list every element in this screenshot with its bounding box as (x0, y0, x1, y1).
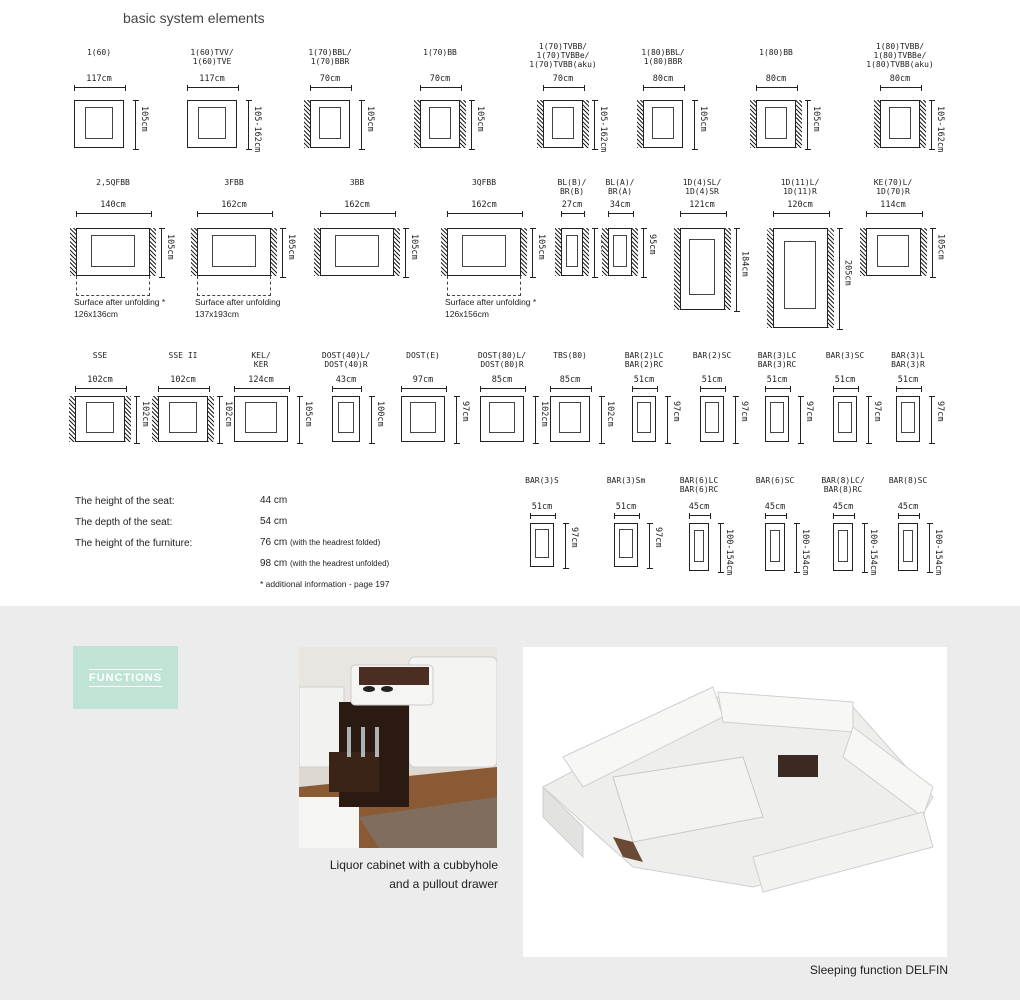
armrest-hatch (637, 100, 643, 148)
width-dimension: 45cm (897, 502, 919, 512)
height-dimension: 105-162cm (252, 106, 262, 153)
width-dimension-line (833, 386, 859, 392)
element-outline (543, 100, 583, 148)
height-dimension: 105cm (935, 234, 946, 260)
width-dimension-line (74, 85, 126, 91)
armrest-hatch (394, 228, 400, 276)
seat-cushion (410, 402, 435, 433)
unfolding-outline (76, 276, 150, 296)
spec-name: The height of the furniture: (75, 538, 193, 549)
functions-badge (73, 646, 178, 709)
element-label: BAR(8)LC/ BAR(8)RC (821, 476, 865, 494)
seat-cushion (770, 530, 781, 562)
element-label: 1(80)BB (759, 48, 793, 57)
unfolding-outline (447, 276, 521, 296)
seat-cushion (694, 530, 705, 562)
width-dimension: 51cm (633, 375, 655, 385)
armrest-hatch (70, 228, 76, 276)
armrest-hatch (304, 100, 310, 148)
sleeping-function-caption: Sleeping function DELFIN (809, 963, 948, 977)
element-outline (158, 396, 208, 442)
element-outline (76, 228, 150, 276)
width-dimension-line (866, 211, 923, 217)
width-dimension-line (401, 386, 447, 392)
element-outline (896, 396, 920, 442)
element-label: 1(70)BBL/ 1(70)BBR (308, 48, 352, 66)
element-label: 2,5QFBB (96, 178, 130, 187)
width-dimension-line (833, 513, 855, 519)
width-dimension-line (480, 386, 526, 392)
element-outline (614, 523, 638, 567)
width-dimension: 27cm (561, 200, 583, 210)
seat-cushion (838, 530, 849, 562)
element-outline (643, 100, 683, 148)
element-outline (332, 396, 360, 442)
height-dimension: 105cm (475, 106, 485, 132)
element-label: SSE II (168, 351, 198, 360)
element-outline (480, 396, 524, 442)
element-label: 1(80)TVBB/ 1(80)TVBBe/ 1(80)TVBB(aku) (866, 42, 934, 69)
sleeping-function-photo (523, 647, 947, 957)
width-dimension-line (420, 85, 462, 91)
height-dimension: 105cm (286, 234, 296, 260)
width-dimension: 51cm (897, 375, 919, 385)
spec-value: 76 cm (with the headrest folded) (260, 537, 381, 548)
seat-cushion (335, 235, 378, 267)
width-dimension-line (689, 513, 711, 519)
armrest-hatch (414, 100, 420, 148)
element-label: 1(70)TVBB/ 1(70)TVBBe/ 1(70)TVBB(aku) (529, 42, 597, 69)
element-outline (756, 100, 796, 148)
seat-cushion (889, 107, 912, 139)
width-dimension: 70cm (429, 74, 451, 84)
seat-cushion (784, 241, 816, 310)
width-dimension: 162cm (471, 200, 497, 210)
seat-cushion (566, 235, 578, 267)
armrest-hatch (632, 228, 638, 276)
armrest-hatch (796, 100, 802, 148)
element-label: 3BB (349, 178, 365, 187)
seat-cushion (619, 529, 632, 558)
element-label: DOST(40)L/ DOST(40)R (321, 351, 371, 369)
height-dimension: 100-154cm (724, 529, 734, 576)
seat-cushion (705, 402, 718, 433)
armrest-hatch (920, 100, 926, 148)
element-outline (680, 228, 725, 310)
width-dimension: 80cm (652, 74, 674, 84)
height-dimension: 97cm (804, 401, 814, 422)
seat-cushion (903, 530, 914, 562)
width-dimension: 117cm (86, 74, 112, 84)
width-dimension-line (765, 386, 791, 392)
additional-note: * additional information - page 197 (260, 579, 390, 589)
width-dimension-line (158, 386, 210, 392)
height-dimension: 97cm (569, 527, 579, 548)
element-label: BAR(6)LC BAR(6)RC (679, 476, 719, 494)
seat-cushion (85, 107, 114, 139)
armrest-hatch (271, 228, 277, 276)
element-label: BAR(3)S (525, 476, 559, 485)
element-outline (447, 228, 521, 276)
element-outline (197, 228, 271, 276)
width-dimension: 51cm (531, 502, 553, 512)
seat-cushion (91, 235, 134, 267)
width-dimension-line (543, 85, 585, 91)
width-dimension: 114cm (880, 200, 906, 210)
width-dimension-line (320, 211, 396, 217)
element-outline (689, 523, 709, 571)
seat-cushion (877, 235, 909, 267)
width-dimension: 43cm (335, 375, 357, 385)
armrest-hatch (602, 228, 608, 276)
width-dimension-line (898, 513, 920, 519)
width-dimension-line (310, 85, 352, 91)
width-dimension-line (332, 386, 362, 392)
element-label: 1D(11)L/ 1D(11)R (780, 178, 820, 196)
unfolding-outline (197, 276, 271, 296)
element-outline (561, 228, 583, 276)
height-dimension: 102cm (140, 401, 150, 427)
width-dimension: 34cm (609, 200, 631, 210)
armrest-hatch (725, 228, 731, 310)
element-label: BAR(3)Sm (606, 476, 646, 485)
height-dimension: 105cm (811, 106, 821, 132)
height-dimension: 100cm (375, 401, 385, 427)
width-dimension: 45cm (688, 502, 710, 512)
width-dimension-line (880, 85, 922, 91)
seat-cushion (338, 402, 354, 433)
seat-cushion (770, 402, 783, 433)
seat-cushion (689, 239, 715, 295)
width-dimension-line (234, 386, 290, 392)
seat-cushion (319, 107, 342, 139)
height-dimension: 105cm (409, 234, 419, 260)
width-dimension: 162cm (344, 200, 370, 210)
unfolding-note: Surface after unfolding 137x193cm (195, 297, 281, 319)
width-dimension: 51cm (766, 375, 788, 385)
width-dimension-line (614, 513, 640, 519)
element-label: BAR(6)SC (755, 476, 795, 485)
element-outline (608, 228, 632, 276)
width-dimension-line (447, 211, 523, 217)
armrest-hatch (860, 228, 866, 276)
armrest-hatch (125, 396, 131, 442)
height-dimension: 105cm (165, 234, 175, 260)
element-outline (420, 100, 460, 148)
height-dimension: 105cm (303, 401, 313, 427)
height-dimension: 97cm (872, 401, 882, 422)
width-dimension: 124cm (248, 375, 274, 385)
armrest-hatch (314, 228, 320, 276)
element-label: BAR(3)LC BAR(3)RC (757, 351, 797, 369)
armrest-hatch (583, 228, 589, 276)
seat-cushion (462, 235, 505, 267)
spec-name: The depth of the seat: (75, 517, 173, 528)
armrest-hatch (441, 228, 447, 276)
element-outline (550, 396, 590, 442)
seat-cushion (212, 235, 255, 267)
armrest-hatch (537, 100, 543, 148)
functions-label: FUNCTIONS (89, 669, 162, 687)
seat-cushion (652, 107, 675, 139)
height-dimension: 105cm (139, 106, 149, 132)
seat-cushion (637, 402, 650, 433)
width-dimension: 97cm (412, 375, 434, 385)
armrest-hatch (521, 228, 527, 276)
armrest-hatch (460, 100, 466, 148)
element-label: BAR(3)L BAR(3)R (891, 351, 925, 369)
width-dimension: 120cm (787, 200, 813, 210)
seat-cushion (489, 402, 514, 433)
seat-cushion (559, 402, 582, 433)
armrest-hatch (828, 228, 834, 328)
unfolding-note: Surface after unfolding * 126x136cm (74, 297, 166, 319)
seat-cushion (535, 529, 548, 558)
width-dimension-line (756, 85, 798, 91)
spec-value: 54 cm (260, 516, 288, 527)
width-dimension: 117cm (199, 74, 225, 84)
width-dimension-line (561, 211, 585, 217)
height-dimension: 97cm (671, 401, 681, 422)
element-outline (880, 100, 920, 148)
height-dimension: 184cm (739, 251, 750, 277)
height-dimension: 100-154cm (933, 529, 943, 576)
armrest-hatch (152, 396, 158, 442)
element-label: BL(A)/ BR(A) (605, 178, 635, 196)
height-dimension: 97cm (739, 401, 749, 422)
width-dimension: 80cm (889, 74, 911, 84)
width-dimension-line (700, 386, 726, 392)
width-dimension: 162cm (221, 200, 247, 210)
height-dimension: 97cm (935, 401, 945, 422)
width-dimension: 80cm (765, 74, 787, 84)
element-outline (765, 396, 789, 442)
armrest-hatch (583, 100, 589, 148)
width-dimension-line (550, 386, 592, 392)
height-dimension: 105cm (536, 234, 546, 260)
element-outline (310, 100, 350, 148)
width-dimension: 102cm (87, 375, 113, 385)
element-outline (833, 523, 853, 571)
liquor-cabinet-caption: Liquor cabinet with a cubbyhole and a pullout drawer (329, 858, 498, 891)
width-dimension-line (197, 211, 273, 217)
width-dimension: 51cm (701, 375, 723, 385)
width-dimension: 51cm (615, 502, 637, 512)
element-label: 1(70)BB (423, 48, 457, 57)
element-outline (234, 396, 288, 442)
armrest-hatch (69, 396, 75, 442)
element-label: BL(B)/ BR(B) (557, 178, 587, 196)
spec-value: 98 cm (with the headrest unfolded) (260, 558, 390, 569)
width-dimension: 45cm (832, 502, 854, 512)
element-label: 1(60)TVV/ 1(60)TVE (190, 48, 234, 66)
element-label: BAR(3)SC (825, 351, 865, 360)
width-dimension: 70cm (319, 74, 341, 84)
width-dimension: 121cm (689, 200, 715, 210)
width-dimension-line (75, 386, 127, 392)
height-dimension: 97cm (653, 527, 663, 548)
element-outline (530, 523, 554, 567)
width-dimension-line (608, 211, 634, 217)
armrest-hatch (674, 228, 680, 310)
liquor-cabinet-image (299, 647, 497, 848)
width-dimension-line (632, 386, 658, 392)
corner-sofa-image (523, 647, 947, 957)
seat-cushion (245, 402, 276, 433)
element-outline (898, 523, 918, 571)
element-label: KE(70)L/ 1D(70)R (873, 178, 913, 196)
element-label: KEL/ KER (251, 351, 271, 369)
element-label: BAR(2)LC BAR(2)RC (624, 351, 664, 369)
width-dimension: 102cm (170, 375, 196, 385)
element-outline (773, 228, 828, 328)
element-outline (74, 100, 124, 148)
armrest-hatch (767, 228, 773, 328)
armrest-hatch (208, 396, 214, 442)
armrest-hatch (555, 228, 561, 276)
element-label: DOST(80)L/ DOST(80)R (477, 351, 527, 369)
seat-cushion (613, 235, 626, 267)
element-outline (632, 396, 656, 442)
width-dimension-line (773, 211, 830, 217)
width-dimension-line (680, 211, 727, 217)
element-label: SSE (92, 351, 108, 360)
height-dimension: 95cm (647, 234, 657, 255)
seat-cushion (169, 402, 198, 433)
element-label: DOST(E) (406, 351, 440, 360)
width-dimension: 85cm (559, 375, 581, 385)
height-dimension: 102cm (605, 401, 615, 427)
height-dimension: 100-154cm (868, 529, 878, 576)
height-dimension: 205cm (842, 260, 853, 286)
seat-cushion (838, 402, 851, 433)
width-dimension: 45cm (764, 502, 786, 512)
section-title: basic system elements (123, 10, 265, 26)
width-dimension-line (643, 85, 685, 91)
width-dimension: 70cm (552, 74, 574, 84)
width-dimension: 140cm (100, 200, 126, 210)
width-dimension-line (896, 386, 922, 392)
element-label: 3QFBB (471, 178, 497, 187)
width-dimension: 85cm (491, 375, 513, 385)
element-label: 1(60) (86, 48, 112, 57)
spec-value: 44 cm (260, 495, 288, 506)
element-outline (320, 228, 394, 276)
height-dimension: 105cm (365, 106, 375, 132)
element-outline (187, 100, 237, 148)
armrest-hatch (874, 100, 880, 148)
height-dimension: 100-154cm (800, 529, 810, 576)
spec-name: The height of the seat: (75, 496, 175, 507)
element-label: BAR(8)SC (888, 476, 928, 485)
element-outline (75, 396, 125, 442)
height-dimension: 105-162cm (935, 106, 945, 153)
seat-cushion (552, 107, 575, 139)
height-dimension: 105cm (698, 106, 708, 132)
width-dimension-line (187, 85, 239, 91)
width-dimension: 51cm (834, 375, 856, 385)
armrest-hatch (750, 100, 756, 148)
width-dimension-line (765, 513, 787, 519)
element-outline (700, 396, 724, 442)
element-label: TBS(80) (553, 351, 587, 360)
seat-cushion (901, 402, 914, 433)
element-label: 3FBB (224, 178, 244, 187)
height-dimension: 102cm (539, 401, 549, 427)
height-dimension: 105-162cm (598, 106, 608, 153)
element-outline (401, 396, 445, 442)
seat-cushion (429, 107, 452, 139)
element-label: 1(80)BBL/ 1(80)BBR (641, 48, 685, 66)
element-label: 1D(4)SL/ 1D(4)SR (682, 178, 722, 196)
width-dimension-line (76, 211, 152, 217)
element-outline (833, 396, 857, 442)
armrest-hatch (191, 228, 197, 276)
height-dimension: 97cm (460, 401, 470, 422)
liquor-cabinet-photo (299, 647, 497, 848)
seat-cushion (765, 107, 788, 139)
width-dimension-line (530, 513, 556, 519)
armrest-hatch (150, 228, 156, 276)
armrest-hatch (921, 228, 927, 276)
seat-cushion (198, 107, 227, 139)
element-outline (866, 228, 921, 276)
element-label: BAR(2)SC (692, 351, 732, 360)
seat-cushion (86, 402, 115, 433)
element-outline (765, 523, 785, 571)
unfolding-note: Surface after unfolding * 126x156cm (445, 297, 537, 319)
height-dimension: 102cm (223, 401, 233, 427)
